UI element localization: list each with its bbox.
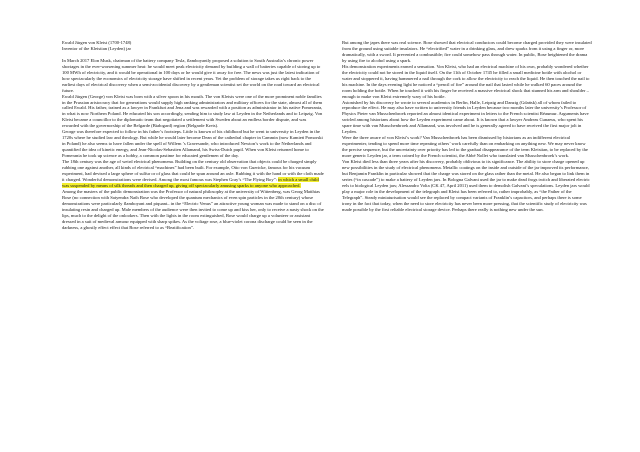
paragraph: George was therefore expected to follow in his father’s footsteps. Little is known of his childhood but he went to university in Leyden in the 1720s where he studied law and theology. But while he would later become Dean of the cathedral chapter in Cammin (now Kamień Pomorski in Poland) he also seems to have fallen under the spell of Willem ’s Gravesande, who introduced Newton’s work to the Netherlands and quantified the idea of kinetic energy, and Jean-Nicolas-Sebastien Allamand, his Swiss-Dutch pupil. When von Kleist returned home to Pomerania he took up science as a hobby, a common pastime for educated gentlemen of the day.	[62, 129, 323, 159]
paragraph-text: The 18th century was the age of weird electrical phenomena. Building on the century old observation that objects could be charged simply rubbing one against another, all kinds of electrical “machines” had been built. For example, Otto von Guericke, famous for his vacuum experiment, had devised a large sphere of sulfur or of glass that could be spun around an axle. Rubbing it with the hand or with the cloth made it charged. Wonderful demonstrations were devised. Among the most famous was Stephen Gray’s “The Flying Boy”:	[62, 159, 324, 182]
paragraph: Were the three aware of von Kleist’s work? Van Musschenbroek has been dismissed by historians as an indifferent electrical experimenter, tending to spend more time repeating others’ work carefully than on embarking on anything new. We may never know the precise sequence, but the uncertainty over priority has led to the gradual disappearance of the term Kleistian, to be replaced by the more generic Leyden jar, a term coined by the French scientist, the Abbé Nollet who translated van Musschenbroek’s work.	[342, 135, 588, 159]
paragraph: Among the masters of the public demonstration was the Professor of natural philosophy at the university of Wittenberg, was Georg Matthias Bose (no connection with Satyendra Nath Bose who developed the quantum mechanics of even spin particles in the 20th century) whose demonstrations were particularly flamboyant and piquant– in the “Electric Venus” an attractive young woman was made to stand on a disc of insulating resin and charged up. Male members of the audience were then invited to come up and kiss her, only to receive a nasty shock on the lips, much to the delight of the onlookers. Then with the lights in the room extinguished, Bose would charge up a volunteer or assistant dressed in a suit of medieval armour equipped with sharp spikes. As the voltage rose, a blue-violet corona discharge could be seen in the darkness, a ghostly effect effect that Bose referred to as “Beatification”.	[62, 188, 324, 230]
left-column	[62, 40, 324, 230]
paragraph: Von Kleist died less than three years after his discovery, probably oblivious to its significance. The ability to store charge opened up new possibilities in the study of electrical phenomena. Metallic coatings on the inside and outside of the jar improved its performance, but Benjamin Franklin in particular showed that the charge was stored on the glass rather than the metal. He also began to link them in series (“in cascade”) to make a battery of Leyden jars. In Bologna Galvani used the jar to make dead frogs twitch and liberated electric eels to biological Leyden jars; Alessandro Volta (CK 47, April 2011) used them to demolish Galvani’s speculations. Leyden jars would play a major role in the development of the telegraph and Kleist has been referred to, rather improbably, as “the Father of the Telegraph”. Steady miniaturisation would see the replaced by compact variants of Franklin’s capacitors, and perhaps there is some irony in the fact that today, when the need to store electricity has never been more pressing, that the scientific study of electricity was made possible by the first reliable electrical storage device. Perhaps there really is nothing new under the sun.	[342, 159, 590, 212]
paragraph: Ewald Jürgen (George) von Kleist was born with a silver spoon in his mouth. The von Kleists were one of the more prominent noble families in the Prussian aristocracy that for generations would supply high ranking administrators and military officers for the state, almost all of them called Ewald. His father, trained as a lawyer in Frankfurt and Jena and was rewarded with a position as administrator in his native Pomerania, in what is now Northern Poland. He educated his son accordingly, sending him to study law at Leyden in the Netherlands and to Leipzig. Von Kleist became a councillor to the diplomatic team that negotiated a settlement with Sweden about an endless border dispute, and was rewarded with the governorship of the Belgarde (Białogard) region (Belgarde Kreis).	[62, 93, 323, 129]
paragraph: Astonished by his discovery he wrote to several academics in Berlin, Halle, Leipzig and Danzig (Gdańsk) all of whom failed to reproduce the effect. He may also have written to university friends in Leyden because two months later the university’s Professor of Physics Pieter van Musschenbroek reported an almost identical experiment in letters to the French scientist Réaumur. Arguments have swirled among historians about how the Leyden experiment came about. It is known that a lawyer Andreas Cunaeus, who spent his spare time with van Musschenbroek and Allamand, was involved and he is generally agreed to have received the first major jolt in Leyden.	[342, 99, 589, 135]
paragraph: His demonstration experiments earned a sensation. Von Kleist, who had an electrical machine of his own, probably wondered whether the electricity could not be stored in the liquid itself. On the 11th of October 1745 he filled a small medicine bottle with alcohol or water and stoppered it, having hammered a nail through the cork to allow the electricity to reach the liquid. He then touched the nail to his machine. In the days evening light he noticed a “pencil of fire” around the nail that lasted while he walked 60 paces around the room holding the bottle. When he touched it with his finger he received a massive electrical shock that stunned his arm and shoulder – enough to make von Kleist extremely wary of his bottle.	[342, 63, 590, 99]
paragraph: But among the japes there was real science. Bose showed that electrical conductors could become charged provided they were insulated from the ground using suitable insulators. He “electrified” water in a drinking glass, and drew sparks from it using a finger or, more dramatically, with a sword. It prevented a combustible; fire could somehow pass through water. In public, Bose heightened the drama by using fire to alcohol using a spark.	[342, 40, 592, 63]
highlighted-text: in which a small child was suspended by means of silk threads and then charged up, giving off spectacularly amusing sparks to anyone who approached.	[62, 176, 319, 188]
paragraph	[62, 159, 324, 189]
article-subtitle: Inventor of the Kleistian (Leyden) jar	[62, 45, 132, 51]
article-title: Ewald Jürgen von Kleist (1700-1748)	[62, 40, 132, 45]
paragraph: In March 2017 Elon Musk, chairman of the battery company Tesla, flamboyantly proposed a solution to South Australia’s chronic power shortages in the ever-worsening summer heat: he would meet peak electricity demand by building a wall of batteries capable of storing up to 100 MWh of electricity, and it would be operational in 100 days or he would give it away for free. The news was just the latest indication of how spectacularly the economics of electricity storage have shifted in recent years. Yet the problem of storage takes us right back to the earliest days of electrical discovery when a semi-accidental discovery by a gentleman scientist set the world on the road toward an electrical future.	[62, 57, 321, 93]
right-column	[342, 40, 592, 213]
